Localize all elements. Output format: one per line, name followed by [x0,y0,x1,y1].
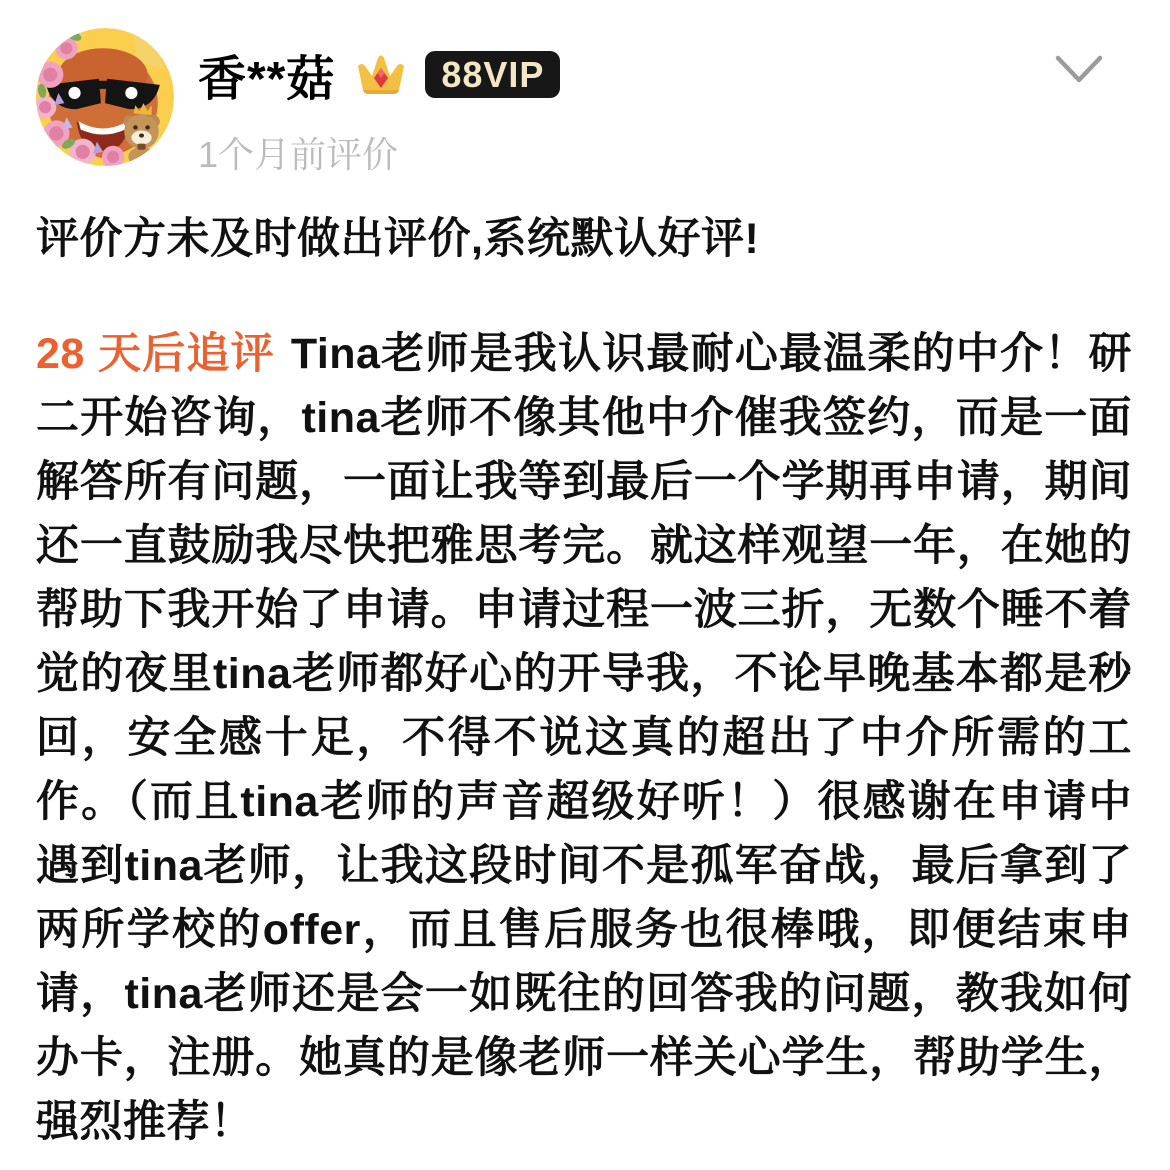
vip-badge: 88VIP [425,51,560,98]
review-header [36,28,1132,178]
name-row [198,40,560,109]
followup-label: 28 天后追评 [36,330,275,378]
username: 香**菇 [198,53,336,106]
followup-text: Tina老师是我认识最耐心最温柔的中介！研二开始咨询，tina老师不像其他中介催我签约，而是一面解答所有问题，一面让我等到最后一个学期再申请，期间还一直鼓励我尽快把雅思考完。就这样观望一年，在她的帮助下我开始了申请。申请过程一波三折，无数个睡不着觉的夜里tina老师都好心的开导我，不论早晚基本都是秒回，安全感十足，不得不说这真的超出了中介所需的工作。（而且tina老师的声音超级好听！）很感谢在申请中遇到tina老师，让我这段时间不是孤军奋战，最后拿到了两所学校的offer，而且售后服务也很棒哦，即便结束申请，tina老师还是会一如既往的回答我的问题，教我如何办卡，注册。她真的是像老师一样关心学生，帮助学生，强烈推荐！ [36,330,1132,1146]
avatar-image [36,28,174,166]
crown-icon [355,52,407,98]
avatar[interactable] [36,28,174,166]
followup-review [36,322,1132,1154]
review-timestamp: 1个月前评价 [198,134,399,175]
reviewer-meta [198,40,560,178]
default-review-note: 评价方未及时做出评价,系统默认好评! [36,215,760,263]
chevron-down-icon[interactable] [1054,54,1104,95]
